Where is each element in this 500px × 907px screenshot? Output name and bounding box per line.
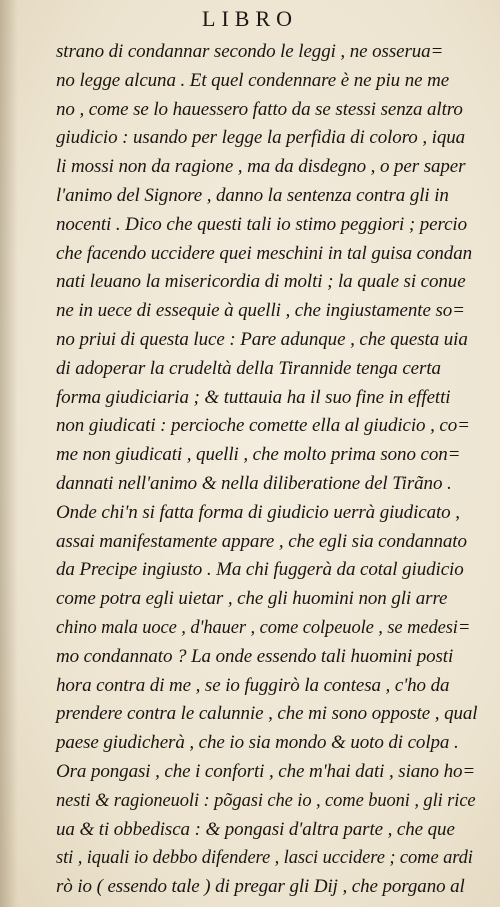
text-line: di adoperar la crudeltà della Tirannide tenga certa <box>56 357 441 379</box>
text-line: Ora pongasi , che i conforti , che m'hai dati , siano ho= <box>56 760 476 782</box>
text-line: non giudicati : percioche comette ella al giudicio , co= <box>56 415 470 437</box>
text-line: da Precipe ingiusto . Ma chi fuggerà da cotal giudicio <box>56 559 464 581</box>
text-line: mo condannato ? La onde essendo tali huomini posti <box>56 645 454 667</box>
text-line: sti , iquali io debbo difendere , lasci uccidere ; come ardi <box>56 848 473 869</box>
text-line: no , come se lo hauessero fatto da se stessi senza altro <box>56 98 463 120</box>
text-line: paese giudicherà , che io sia mondo & uoto di colpa . <box>56 732 459 754</box>
text-line: Onde chi'n si fatta forma di giudicio uerrà giudicato , <box>56 501 460 523</box>
text-line: nati leuano la misericordia di molti ; la quale si conue <box>56 271 466 293</box>
text-line: nocenti . Dico che questi tali io stimo peggiori ; percio <box>56 213 467 235</box>
text-line: assai manifestamente appare , che egli sia condannato <box>56 530 467 552</box>
text-line: nesti & ragioneuoli : põgasi che io , come buoni , gli rice <box>56 790 476 811</box>
text-line: rò io ( essendo tale ) di pregar gli Dij , che porgano al <box>56 876 465 898</box>
text-line: dannati nell'animo & nella diliberatione del Tirãno . <box>56 472 452 494</box>
text-line: prendere contra le calunnie , che mi sono opposte , qual <box>56 703 478 725</box>
text-line: ua & ti obbedisca : & pongasi d'altra parte , che que <box>56 818 455 840</box>
running-header: LIBRO <box>202 6 298 31</box>
text-line: l'animo del Signore , danno la sentenza contra gli in <box>56 184 449 206</box>
text-line: hora contra di me , se io fuggirò la contesa , c'ho da <box>56 674 450 696</box>
text-line: che facendo uccidere quei meschini in tal guisa condan <box>56 242 473 264</box>
text-line: giudicio : usando per legge la perfidia di coloro , iqua <box>56 127 466 149</box>
text-line: no legge alcuna . Et quel condennare è ne piu ne me <box>56 69 450 91</box>
text-line: strano di condannar secondo le leggi , ne osserua= <box>56 41 444 62</box>
text-line: come potra egli uietar , che gli huomini non gli arre <box>56 588 448 610</box>
text-line: no priui di questa luce : Pare adunque , che questa uia <box>56 328 468 350</box>
gutter-shadow <box>0 0 18 907</box>
text-line: forma giudiciaria ; & tuttauia ha il suo fine in effetti <box>56 386 451 408</box>
text-line: li mossi non da ragione , ma da disdegno , o per saper <box>56 156 466 178</box>
body-text <box>56 38 476 902</box>
text-line: ne in uece di essequie à quelli , che ingiustamente so= <box>56 300 465 322</box>
text-line: me non giudicati , quelli , che molto prima sono con= <box>56 444 461 466</box>
text-line: chino mala uoce , d'hauer , come colpeuole , se medesi= <box>56 617 471 638</box>
